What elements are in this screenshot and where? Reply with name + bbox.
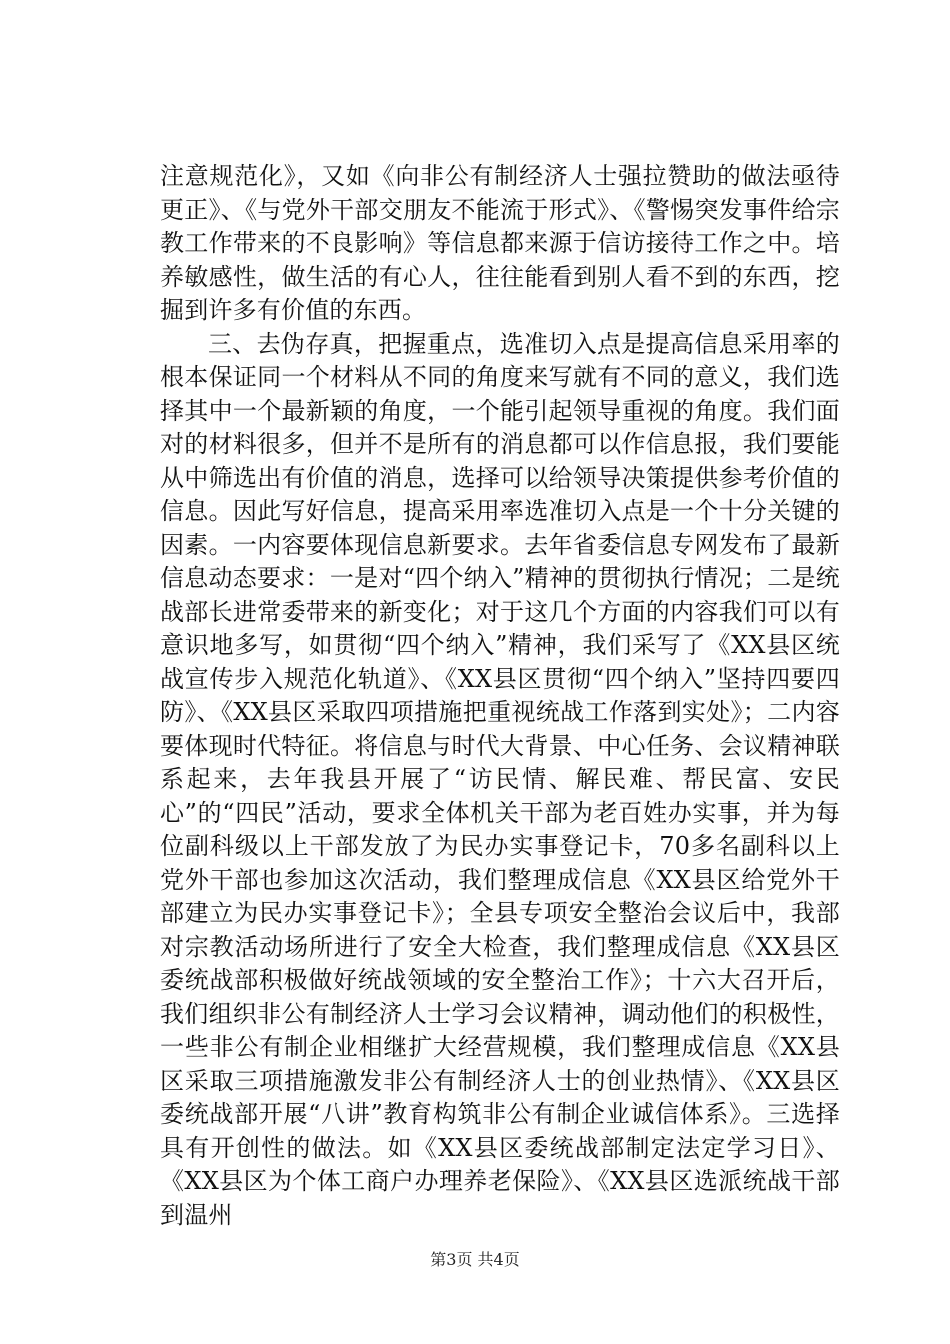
paragraph-continuation: 注意规范化》，又如《向非公有制经济人士强拉赞助的做法亟待更正》、《与党外干部交朋友不能流于形式》、《警惕突发事件给宗教工作带来的不良影响》等信息都来源于信访接待工作之中。培养敏感性，做生活的有心人，往往能看到别人看不到的东西，挖掘到许多有价值的东西。 [160, 162, 840, 324]
page-number-footer: 第3页 共4页 [430, 1250, 520, 1269]
paragraph-section-three: 三、去伪存真，把握重点，选准切入点是提高信息采用率的根本保证同一个材料从不同的角度来写就有不同的意义，我们选择其中一个最新颖的角度，一个能引起领导重视的角度。我们面对的材料很多，但并不是所有的消息都可以作信息报，我们要能从中筛选出有价值的消息，选择可以给领导决策提供参考价值的信息。因此写好信息，提高采用率选准切入点是一个十分关键的因素。一内容要体现信息新要求。去年省委信息专网发布了最新信息动态要求：一是对“四个纳入”精神的贯彻执行情况；二是统战部长进常委带来的新变化；对于这几个方面的内容我们可以有意识地多写，如贯彻“四个纳入”精神，我们采写了《XX县区统战宣传步入规范化轨道》、《XX县区贯彻“四个纳入”坚持四要四防》、《XX县区采取四项措施把重视统战工作落到实处》；二内容要体现时代特征。将信息与时代大背景、中心任务、会议精神联系起来，去年我县开展了“访民情、解民难、帮民富、安民心”的“四民”活动，要求全体机关干部为老百姓办实事，并为每位副科级以上干部发放了为民办实事登记卡，70多名副科以上党外干部也参加这次活动，我们整理成信息《XX县区给党外干部建立为民办实事登记卡》；全县专项安全整治会议后中，我部对宗教活动场所进行了安全大检查，我们整理成信息《XX县区委统战部积极做好统战领域的安全整治工作》；十六大召开后，我们组织非公有制经济人士学习会议精神，调动他们的积极性，一些非公有制企业相继扩大经营规模，我们整理成信息《XX县区采取三项措施激发非公有制经济人士的创业热情》、《XX县区委统战部开展“八讲”教育构筑非公有制企业诚信体系》。三选择具有开创性的做法。如《XX县区委统战部制定法定学习日》、《XX县区为个体工商户办理养老保险》、《XX县区选派统战干部到温州 [160, 329, 840, 1229]
document-body [160, 160, 840, 1232]
